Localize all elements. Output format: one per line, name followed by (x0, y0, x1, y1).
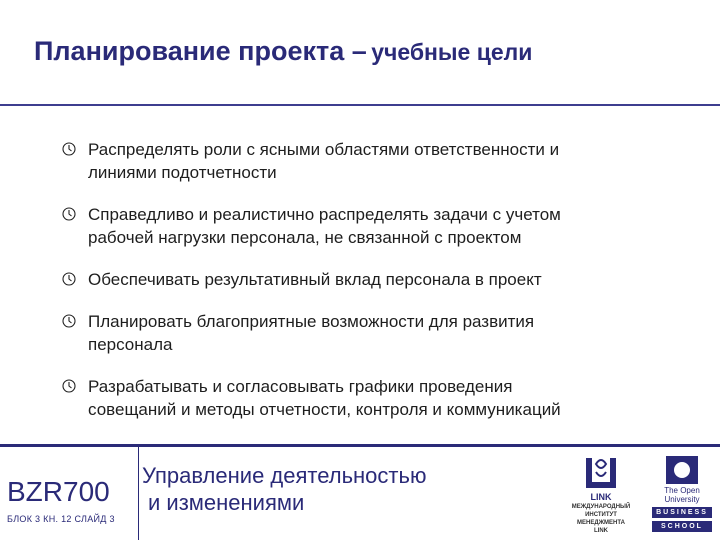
list-item (62, 138, 702, 184)
footer-divider (0, 444, 720, 447)
link-desc-line: ИНСТИТУТ (585, 512, 617, 518)
ou-bar-school: SCHOOL (652, 521, 712, 532)
open-university-logo (650, 452, 714, 534)
block-info: БЛОК 3 КН. 12 СЛАЙД 3 (7, 514, 115, 524)
link-desc-line: МЕЖДУНАРОДНЫЙ (571, 504, 631, 510)
clock-icon (62, 379, 76, 393)
clock-icon (62, 314, 76, 328)
bullet-line-2: совещаний и методы отчетности, контроля и коммуникаций (88, 400, 561, 419)
course-title-line-2: и изменениями (148, 490, 305, 515)
bullet-line-1: Распределять роли с ясными областями ответственности и (88, 140, 560, 159)
course-title (142, 462, 426, 516)
title-main: Планирование проекта – (34, 36, 367, 66)
bullet-line-1: Справедливо и реалистично распределять задачи с учетом (88, 205, 561, 224)
bullet-line-2: линиями подотчетности (88, 163, 277, 182)
course-title-line-1: Управление деятельностью (142, 463, 427, 488)
bullet-line-1: Разрабатывать и согласовывать графики проведения (88, 377, 513, 396)
clock-icon (62, 272, 76, 286)
clock-icon (62, 142, 76, 156)
link-description (560, 503, 642, 535)
bullet-line-2: персонала (88, 335, 173, 354)
list-item (62, 203, 702, 249)
ou-name-line: University (664, 495, 700, 504)
ou-name-line: The Open (664, 486, 700, 495)
link-desc-line: LINK (594, 528, 608, 534)
footer-vertical-divider (138, 447, 139, 540)
bullet-line-1: Планировать благоприятные возможности для развития (88, 312, 535, 331)
link-desc-line: МЕНЕДЖМЕНТА (577, 520, 625, 526)
slide-title (34, 36, 532, 67)
bullet-line-2: рабочей нагрузки персонала, не связанной с проектом (88, 228, 522, 247)
title-tail: учебные цели (371, 39, 533, 65)
open-university-emblem-icon (666, 456, 698, 484)
list-item (62, 375, 702, 421)
link-name: LINK (590, 492, 612, 502)
bullet-list (62, 138, 702, 440)
link-emblem-icon (584, 454, 618, 492)
ou-bar-business: BUSINESS (652, 507, 712, 518)
list-item (62, 268, 702, 291)
link-logo (560, 452, 642, 538)
clock-icon (62, 207, 76, 221)
ou-name (650, 486, 714, 504)
list-item (62, 310, 702, 356)
title-divider (0, 104, 720, 106)
course-code: BZR700 (7, 476, 110, 507)
bullet-line-1: Обеспечивать результативный вклад персонала в проект (88, 270, 542, 289)
